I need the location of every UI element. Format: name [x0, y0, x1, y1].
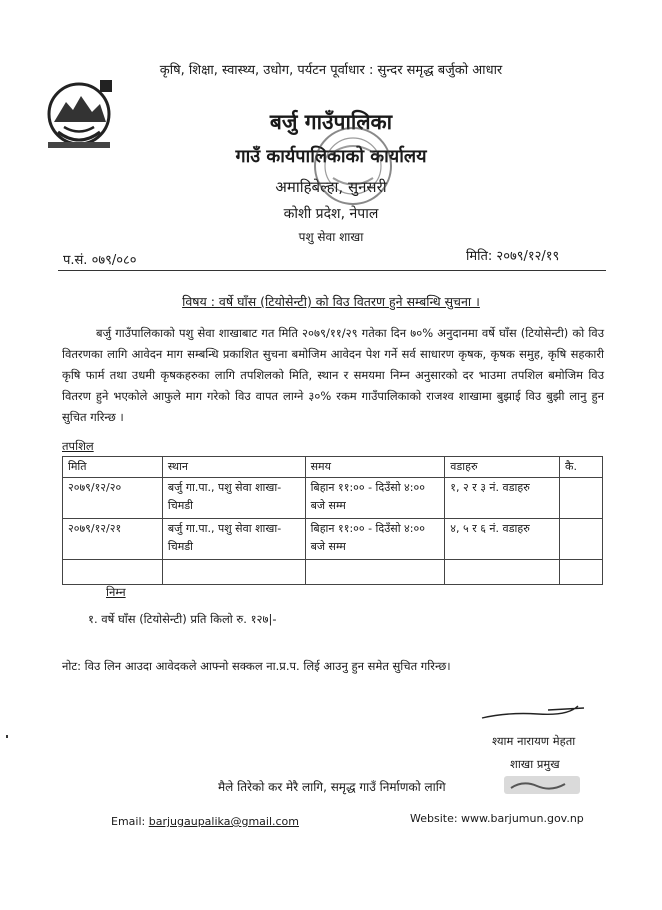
cell-place: बर्जु गा.पा., पशु सेवा शाखा- चिमडी [162, 478, 305, 519]
cell-time: बिहान ११:०० - दिउँसो ४:०० बजे सम्म [305, 478, 445, 519]
column-header-date: मिति [63, 457, 163, 478]
table-row [63, 560, 603, 585]
cell-remarks [560, 519, 603, 560]
header-divider [58, 270, 606, 271]
margin-mark [6, 735, 8, 738]
cell-wards [445, 560, 560, 585]
distribution-schedule-table [62, 456, 603, 585]
seed-rate: १. वर्षे घाँस (टियोसेन्टी) प्रति किलो रु. १२७|- [88, 612, 277, 626]
signatory-name: श्याम नारायण मेहता [492, 734, 576, 748]
rate-label: निम्न [106, 585, 126, 599]
cell-remarks [560, 560, 603, 585]
schedule-label: तपशिल [62, 439, 94, 453]
section-chief-stamp [503, 774, 581, 796]
municipality-name: बर्जु गाउँपालिका [269, 110, 393, 134]
cell-place: बर्जु गा.पा., पशु सेवा शाखा- चिमडी [162, 519, 305, 560]
office-location: अमाहिबेल्हा, सुनसरी [275, 178, 387, 196]
column-header-wards: वडाहरु [445, 457, 560, 478]
letter-note: नोट: विउ लिन आउदा आवेदकले आफ्नो सक्कल ना.प्र.प. लिई आउनु हुन समेत सुचित गरिन्छ। [62, 659, 451, 673]
header-tagline: कृषि, शिक्षा, स्वास्थ्य, उधोग, पर्यटन पूर्वाधार : सुन्दर समृद्ध बर्जुको आधार [159, 63, 503, 78]
section-name: पशु सेवा शाखा [298, 230, 364, 244]
email-label: Email: [111, 815, 146, 828]
cell-place [162, 560, 305, 585]
column-header-place: स्थान [162, 457, 305, 478]
cell-wards: ४, ५ र ६ नं. वडाहरु [445, 519, 560, 560]
column-header-time: समय [305, 457, 445, 478]
cell-date: २०७९/१२/२१ [63, 519, 163, 560]
footer-website: Website: www.barjumun.gov.np [410, 812, 584, 825]
email-link[interactable]: barjugaupalika@gmail.com [148, 815, 299, 828]
handwritten-signature [478, 700, 588, 724]
cell-time: बिहान ११:०० - दिउँसो ४:०० बजे सम्म [305, 519, 445, 560]
cell-date: २०७९/१२/२० [63, 478, 163, 519]
subject-text: विषय : वर्षे घाँस (टियोसेन्टी) को विउ वितरण हुने सम्बन्धि सुचना । [182, 294, 480, 309]
cell-date [63, 560, 163, 585]
cell-time [305, 560, 445, 585]
table-row [63, 478, 603, 519]
office-seal-stamp [298, 116, 408, 216]
cell-remarks [560, 478, 603, 519]
cell-wards: १, २ र ३ नं. वडाहरु [445, 478, 560, 519]
column-header-remarks: कै. [560, 457, 603, 478]
office-name: गाउँ कार्यपालिकाको कार्यालय [235, 146, 427, 167]
signatory-post: शाखा प्रमुख [510, 757, 560, 771]
province-name: कोशी प्रदेश, नेपाल [283, 206, 379, 222]
letter-date: मिति: २०७९/१२/१९ [466, 249, 560, 264]
table-row [63, 519, 603, 560]
letter-subject [0, 293, 662, 310]
table-header-row [63, 457, 603, 478]
footer-email [111, 815, 299, 828]
letter-body: बर्जु गाउँपालिकाको पशु सेवा शाखाबाट गत मिति २०७९/११/२९ गतेका दिन ७०% अनुदानमा वर्षे घाँस (टियोसेन्टी) को विउ वितरणका लागि आवेदन माग सम्बन्धि प्रकाशित सुचना बमोजिम आवेदन पेश गर्ने सर्व साधारण कृषक, कृषक समुह, कृषि सहकारी कृषि फार्म तथा उधमी कृषकहरुका लागि तपशिलको मिति, स्थान र समयमा निम्न अनुसारको दर भाउमा तपशिल बमोजिम विउ वितरण हुने भएकोले आफुले माग गरेको विउ वापत लाग्ने ३०% रकम गाउँपालिकाको राजश्व शाखामा बुझाई विउ बुझी लानु हुन सुचित गरिन्छ । [62, 326, 604, 424]
reference-number: प.सं. ०७९/०८० [63, 253, 137, 268]
footer-pledge: मैले तिरेको कर मेरै लागि, समृद्ध गाउँ निर्माणको लागि [218, 780, 446, 794]
